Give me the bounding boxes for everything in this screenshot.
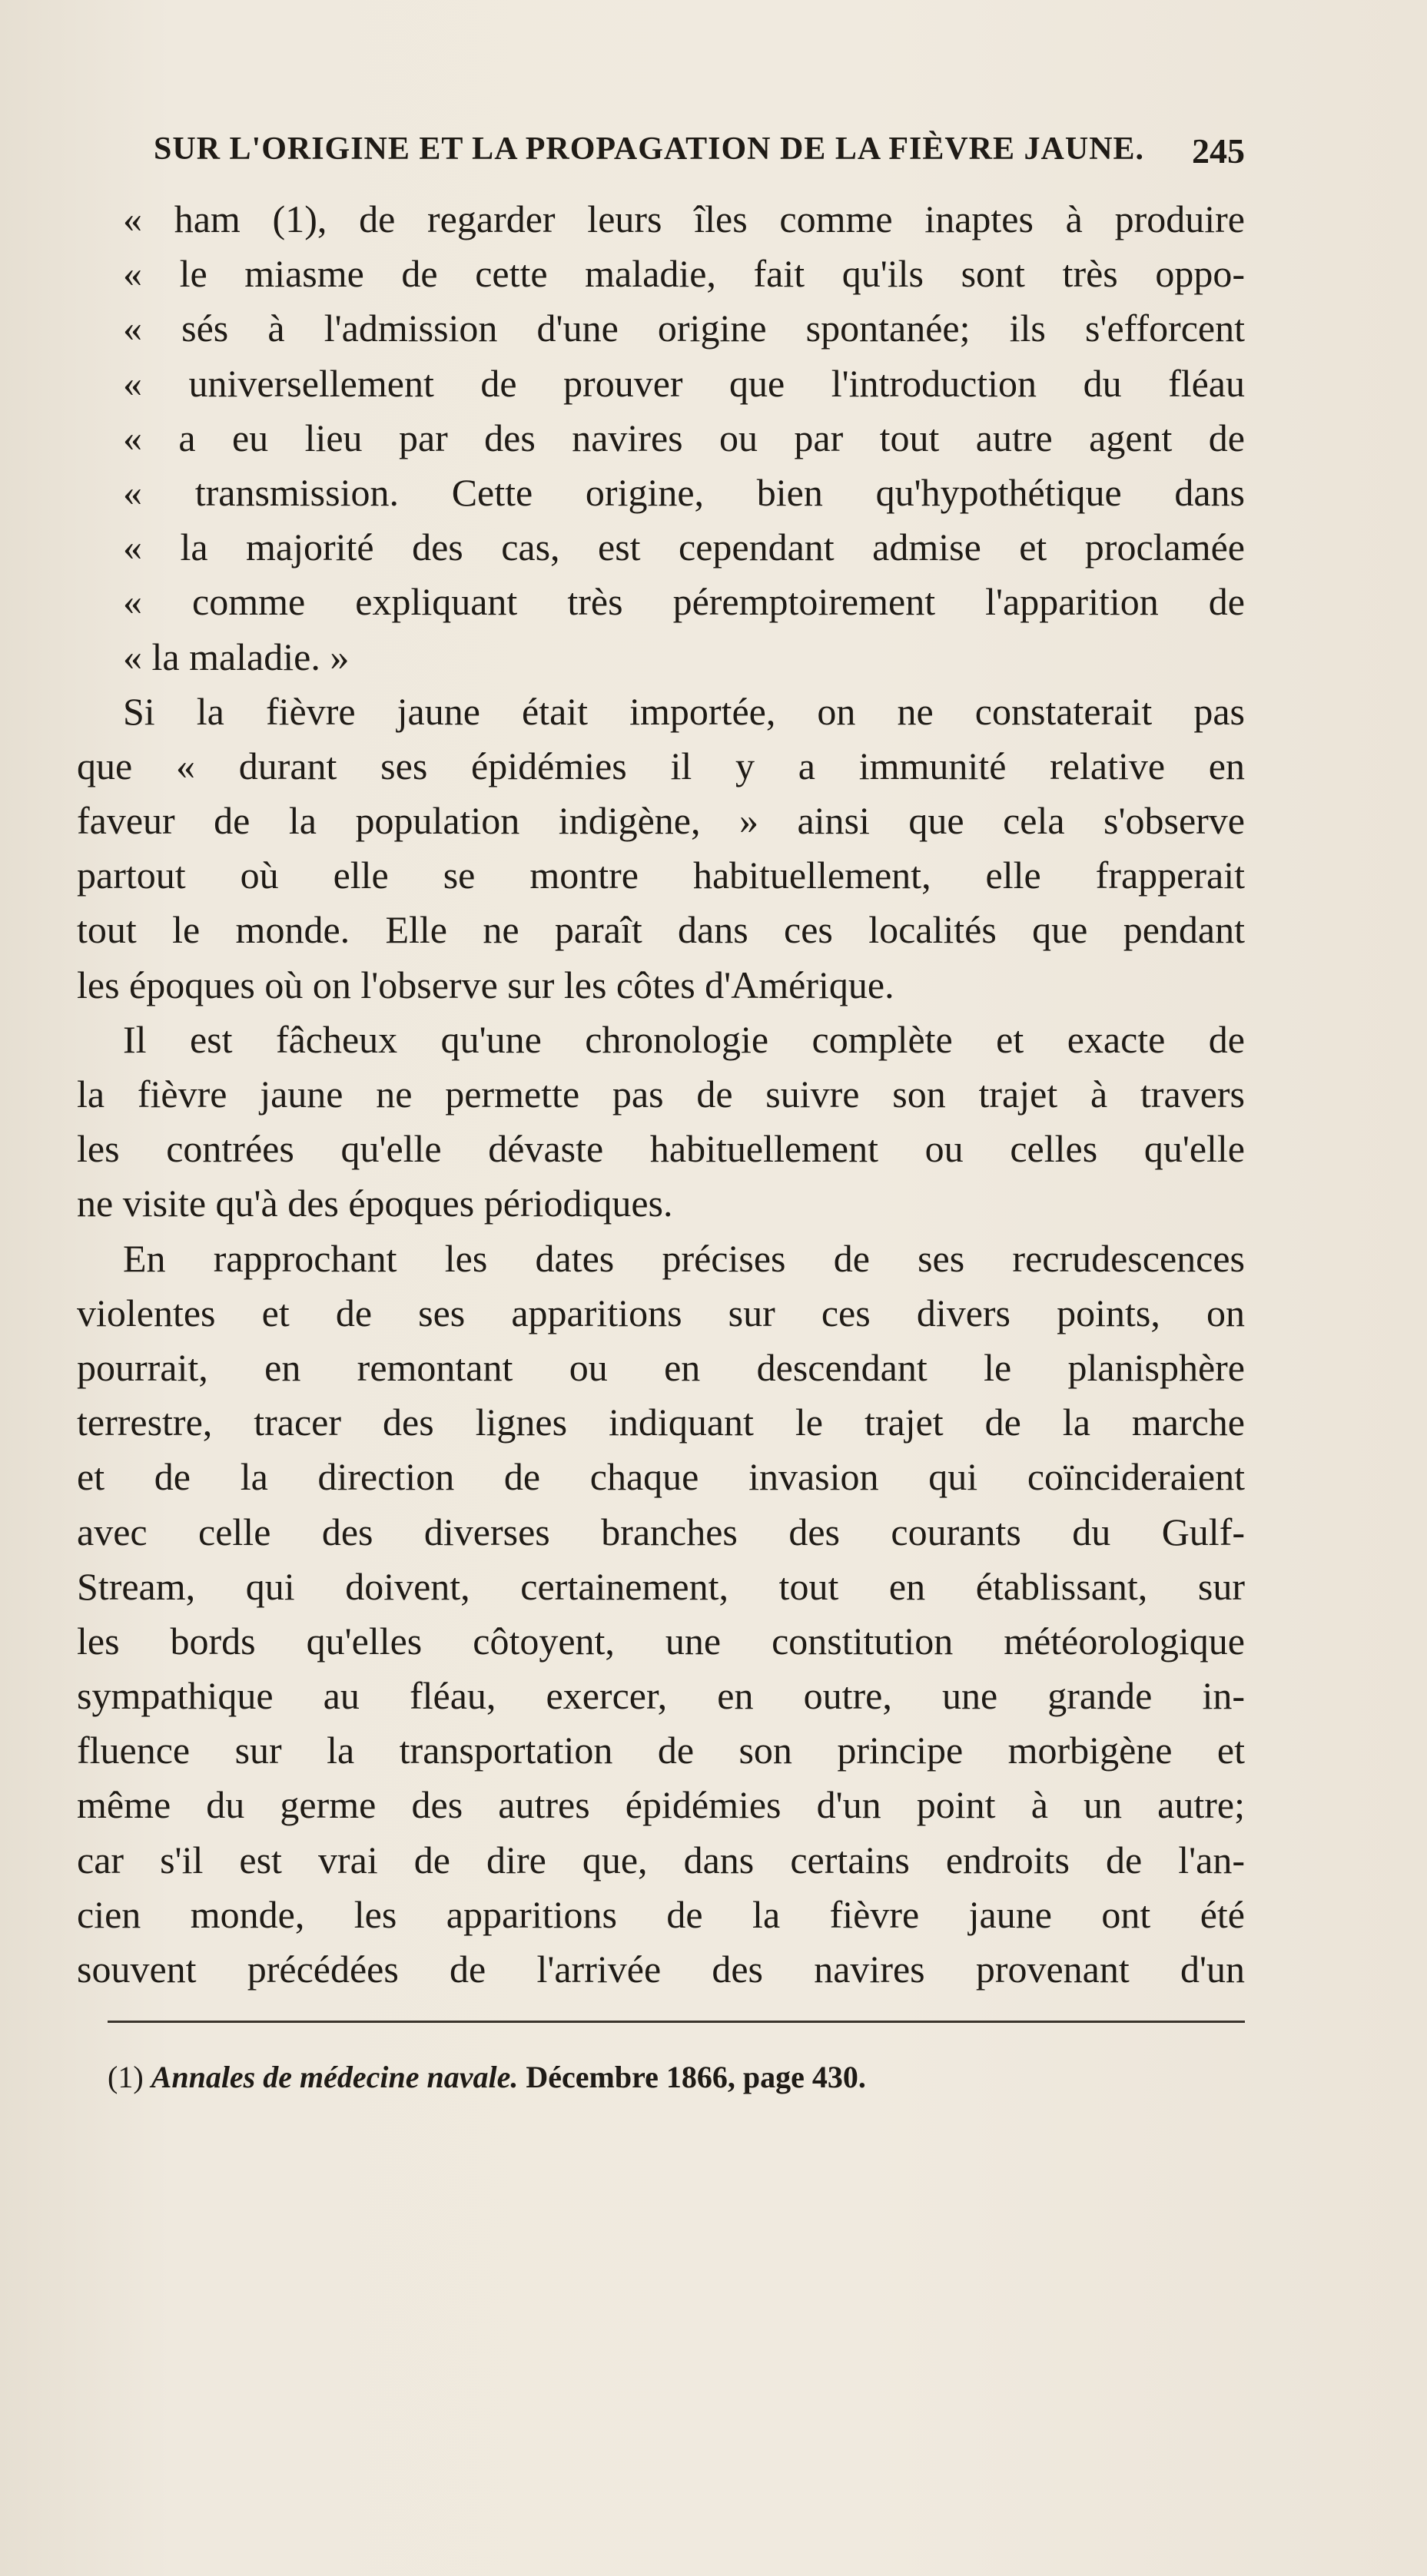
text-line: cien monde, les apparitions de la fièvre jaune ont été xyxy=(77,1892,1245,1936)
text-line: terrestre, tracer des lignes indiquant le trajet de la marche xyxy=(77,1401,1245,1444)
text-line: car s'il est vrai de dire que, dans certains endroits de l'an- xyxy=(77,1838,1245,1881)
text-line: « le miasme de cette maladie, fait qu'ils sont très oppo- xyxy=(123,252,1245,296)
footnote xyxy=(108,2059,1245,2095)
text-line: sympathique au fléau, exercer, en outre, une grande in- xyxy=(77,1674,1245,1718)
running-title: SUR L'ORIGINE ET LA PROPAGATION DE LA FIÈVRE JAUNE. xyxy=(154,131,1145,167)
text-line: Stream, qui doivent, certainement, tout en établissant, sur xyxy=(77,1564,1245,1608)
text-line: « universellement de prouver que l'introduction du fléau xyxy=(123,361,1245,405)
page-header xyxy=(154,131,1245,177)
text-line: faveur de la population indigène, » ainsi que cela s'observe xyxy=(77,799,1245,843)
text-line: « comme expliquant très péremptoirement l'apparition de xyxy=(123,580,1245,624)
footnote-journal: Annales de médecine navale. xyxy=(151,2060,519,2094)
text-line: même du germe des autres épidémies d'un point à un autre; xyxy=(77,1783,1245,1827)
body-text xyxy=(77,192,1245,1997)
text-line: « a eu lieu par des navires ou par tout autre agent de xyxy=(123,416,1245,459)
text-line: « sés à l'admission d'une origine spontanée; ils s'efforcent xyxy=(123,307,1245,350)
footnote-reference: Décembre 1866, page 430. xyxy=(526,2060,866,2094)
paragraph-first-line: Il est fâcheux qu'une chronologie complète et exacte de xyxy=(123,1017,1245,1061)
paragraph-first-line: Si la fièvre jaune était importée, on ne constaterait pas xyxy=(123,689,1245,733)
text-line: les bords qu'elles côtoyent, une constitution météorologique xyxy=(77,1619,1245,1663)
footnote-divider xyxy=(108,2021,1245,2023)
text-line: que « durant ses épidémies il y a immunité relative en xyxy=(77,744,1245,787)
paragraph-first-line: En rapprochant les dates précises de ses recrudescences xyxy=(123,1236,1245,1280)
text-line: les époques où on l'observe sur les côtes d'Amérique. xyxy=(77,963,894,1006)
text-line: avec celle des diverses branches des courants du Gulf- xyxy=(77,1510,1245,1553)
text-line: violentes et de ses apparitions sur ces divers points, on xyxy=(77,1291,1245,1334)
text-line: « la maladie. » xyxy=(123,635,350,678)
text-line: les contrées qu'elle dévaste habituellement ou celles qu'elle xyxy=(77,1127,1245,1171)
text-line: « la majorité des cas, est cependant admise et proclamée xyxy=(123,525,1245,569)
text-line: « ham (1), de regarder leurs îles comme inaptes à produire xyxy=(123,197,1245,240)
text-line: « transmission. Cette origine, bien qu'hypothétique dans xyxy=(123,470,1245,514)
text-line: partout où elle se montre habituellement, elle frapperait xyxy=(77,854,1245,897)
footnote-marker: (1) xyxy=(108,2060,144,2094)
text-line: la fièvre jaune ne permette pas de suivre son trajet à travers xyxy=(77,1073,1245,1116)
text-line: et de la direction de chaque invasion qui coïncideraient xyxy=(77,1455,1245,1499)
text-line: ne visite qu'à des époques périodiques. xyxy=(77,1182,673,1225)
text-line: tout le monde. Elle ne paraît dans ces localités que pendant xyxy=(77,908,1245,952)
text-line: fluence sur la transportation de son principe morbigène et xyxy=(77,1729,1245,1772)
page-number: 245 xyxy=(1192,131,1245,171)
text-line: souvent précédées de l'arrivée des navires provenant d'un xyxy=(77,1948,1245,1991)
text-line: pourrait, en remontant ou en descendant le planisphère xyxy=(77,1345,1245,1389)
